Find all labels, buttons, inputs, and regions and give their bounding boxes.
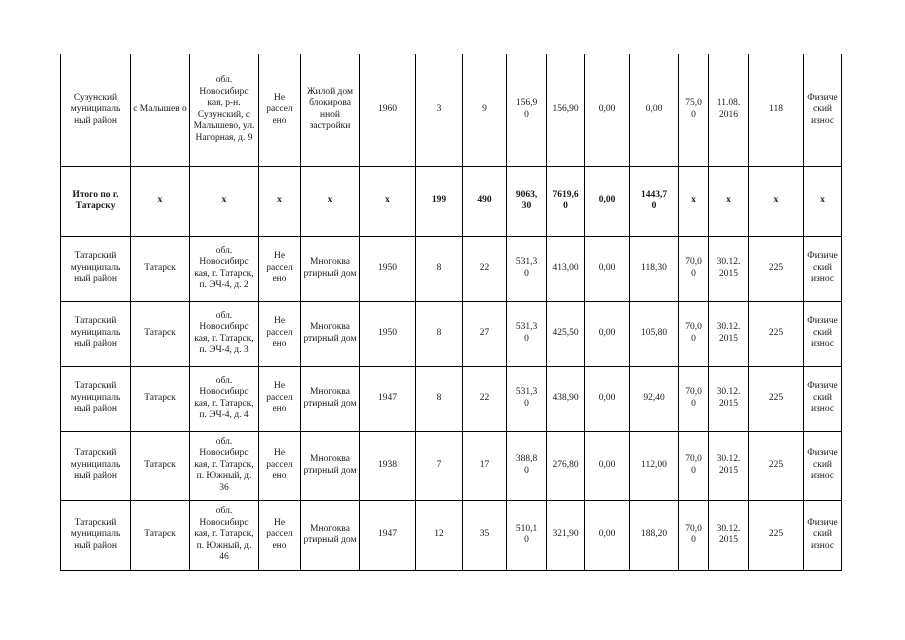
address-cell: обл. Новосибирс кая, г. Татарск, п. Южный, д. 36	[190, 431, 259, 500]
reason-cell: Физиче ский износ	[804, 54, 842, 166]
settlement-cell: Татарск	[131, 366, 190, 431]
total-row	[61, 166, 842, 236]
settlement-cell: x	[131, 166, 190, 236]
area-remaining-cell: 92,40	[630, 366, 679, 431]
reason-cell: Физиче ский износ	[804, 301, 842, 366]
persons-count-cell: 27	[463, 301, 507, 366]
residents-count-cell: 12	[416, 500, 463, 570]
district-cell: Татарский муниципаль ный район	[61, 500, 131, 570]
year-built-cell: 1947	[360, 366, 416, 431]
table-row	[61, 236, 842, 301]
date-cell: 30.12. 2015	[709, 236, 749, 301]
year-built-cell: 1960	[360, 54, 416, 166]
table-row	[61, 301, 842, 366]
year-built-cell: 1947	[360, 500, 416, 570]
area-zero-cell: 0,00	[585, 366, 630, 431]
date-cell: 30.12. 2015	[709, 366, 749, 431]
area-remaining-cell: 0,00	[630, 54, 679, 166]
wear-percent-cell: 75,0 0	[679, 54, 709, 166]
resettlement-status-cell: Не рассел ено	[259, 301, 301, 366]
residents-count-cell: 7	[416, 431, 463, 500]
year-built-cell: 1950	[360, 236, 416, 301]
total-area-cell: 531,3 0	[507, 366, 547, 431]
wear-percent-cell: 70,0 0	[679, 500, 709, 570]
settlement-cell: Татарск	[131, 431, 190, 500]
address-cell: обл. Новосибирс кая, г. Татарск, п. ЭЧ-4, д. 2	[190, 236, 259, 301]
total-area-cell: 388,8 0	[507, 431, 547, 500]
building-type-cell: x	[301, 166, 360, 236]
area-zero-cell: 0,00	[585, 166, 630, 236]
total-area-cell: 510,1 0	[507, 500, 547, 570]
district-cell: Татарский муниципаль ный район	[61, 301, 131, 366]
area-cell: 7619,6 0	[547, 166, 585, 236]
total-area-cell: 9063, 30	[507, 166, 547, 236]
doc-number-cell: 225	[749, 236, 804, 301]
reason-cell: Физиче ский износ	[804, 236, 842, 301]
doc-number-cell: 225	[749, 500, 804, 570]
reason-cell: Физиче ский износ	[804, 500, 842, 570]
area-cell: 438,90	[547, 366, 585, 431]
resettlement-status-cell: Не рассел ено	[259, 236, 301, 301]
settlement-cell: Татарск	[131, 236, 190, 301]
persons-count-cell: 9	[463, 54, 507, 166]
wear-percent-cell: 70,0 0	[679, 366, 709, 431]
reason-cell: Физиче ский износ	[804, 431, 842, 500]
area-cell: 156,90	[547, 54, 585, 166]
resettlement-status-cell: Не рассел ено	[259, 500, 301, 570]
residents-count-cell: 8	[416, 236, 463, 301]
address-cell: обл. Новосибирс кая, г. Татарск, п. ЭЧ-4, д. 4	[190, 366, 259, 431]
area-zero-cell: 0,00	[585, 54, 630, 166]
reason-cell: x	[804, 166, 842, 236]
total-area-cell: 156,9 0	[507, 54, 547, 166]
table-row	[61, 500, 842, 570]
table-row	[61, 366, 842, 431]
residents-count-cell: 8	[416, 301, 463, 366]
area-zero-cell: 0,00	[585, 431, 630, 500]
date-cell: 30.12. 2015	[709, 301, 749, 366]
building-type-cell: Многоква ртирный дом	[301, 431, 360, 500]
area-remaining-cell: 105,80	[630, 301, 679, 366]
settlement-cell: Татарск	[131, 301, 190, 366]
settlement-cell: с Малышев о	[131, 54, 190, 166]
address-cell: x	[190, 166, 259, 236]
year-built-cell: 1938	[360, 431, 416, 500]
persons-count-cell: 17	[463, 431, 507, 500]
year-built-cell: 1950	[360, 301, 416, 366]
area-cell: 425,50	[547, 301, 585, 366]
area-cell: 276,80	[547, 431, 585, 500]
total-area-cell: 531,3 0	[507, 236, 547, 301]
district-cell: Татарский муниципаль ный район	[61, 366, 131, 431]
district-cell: Сузунский муниципаль ный район	[61, 54, 131, 166]
table-row	[61, 54, 842, 166]
wear-percent-cell: x	[679, 166, 709, 236]
doc-number-cell: 118	[749, 54, 804, 166]
area-remaining-cell: 112,00	[630, 431, 679, 500]
area-cell: 413,00	[547, 236, 585, 301]
residents-count-cell: 3	[416, 54, 463, 166]
building-type-cell: Многоква ртирный дом	[301, 500, 360, 570]
reason-cell: Физиче ский износ	[804, 366, 842, 431]
persons-count-cell: 35	[463, 500, 507, 570]
district-cell: Татарский муниципаль ный район	[61, 236, 131, 301]
persons-count-cell: 22	[463, 236, 507, 301]
resettlement-status-cell: Не рассел ено	[259, 54, 301, 166]
doc-number-cell: 225	[749, 366, 804, 431]
area-remaining-cell: 1443,7 0	[630, 166, 679, 236]
resettlement-status-cell: Не рассел ено	[259, 366, 301, 431]
doc-number-cell: 225	[749, 431, 804, 500]
residents-count-cell: 8	[416, 366, 463, 431]
wear-percent-cell: 70,0 0	[679, 301, 709, 366]
district-cell: Татарский муниципаль ный район	[61, 431, 131, 500]
date-cell: 30.12. 2015	[709, 431, 749, 500]
date-cell: 30.12. 2015	[709, 500, 749, 570]
address-cell: обл. Новосибирс кая, г. Татарск, п. ЭЧ-4, д. 3	[190, 301, 259, 366]
building-type-cell: Многоква ртирный дом	[301, 301, 360, 366]
wear-percent-cell: 70,0 0	[679, 236, 709, 301]
resettlement-status-cell: Не рассел ено	[259, 431, 301, 500]
persons-count-cell: 490	[463, 166, 507, 236]
resettlement-status-cell: x	[259, 166, 301, 236]
total-area-cell: 531,3 0	[507, 301, 547, 366]
address-cell: обл. Новосибирс кая, г. Татарск, п. Южный, д. 46	[190, 500, 259, 570]
year-built-cell: x	[360, 166, 416, 236]
building-type-cell: Многоква ртирный дом	[301, 236, 360, 301]
settlement-cell: Татарск	[131, 500, 190, 570]
doc-number-cell: 225	[749, 301, 804, 366]
district-cell: Итого по г. Татарску	[61, 166, 131, 236]
table-body	[61, 54, 842, 570]
address-cell: обл. Новосибирс кая, р-н. Сузунский, с Малышево, ул. Нагорная, д. 9	[190, 54, 259, 166]
date-cell: x	[709, 166, 749, 236]
area-zero-cell: 0,00	[585, 236, 630, 301]
area-remaining-cell: 118,30	[630, 236, 679, 301]
area-zero-cell: 0,00	[585, 301, 630, 366]
doc-number-cell: x	[749, 166, 804, 236]
area-zero-cell: 0,00	[585, 500, 630, 570]
table-row	[61, 431, 842, 500]
building-type-cell: Жилой дом блокирова нной застройки	[301, 54, 360, 166]
residents-count-cell: 199	[416, 166, 463, 236]
persons-count-cell: 22	[463, 366, 507, 431]
date-cell: 11.08. 2016	[709, 54, 749, 166]
building-type-cell: Многоква ртирный дом	[301, 366, 360, 431]
area-cell: 321,90	[547, 500, 585, 570]
area-remaining-cell: 188,20	[630, 500, 679, 570]
wear-percent-cell: 70,0 0	[679, 431, 709, 500]
housing-table	[60, 54, 842, 571]
